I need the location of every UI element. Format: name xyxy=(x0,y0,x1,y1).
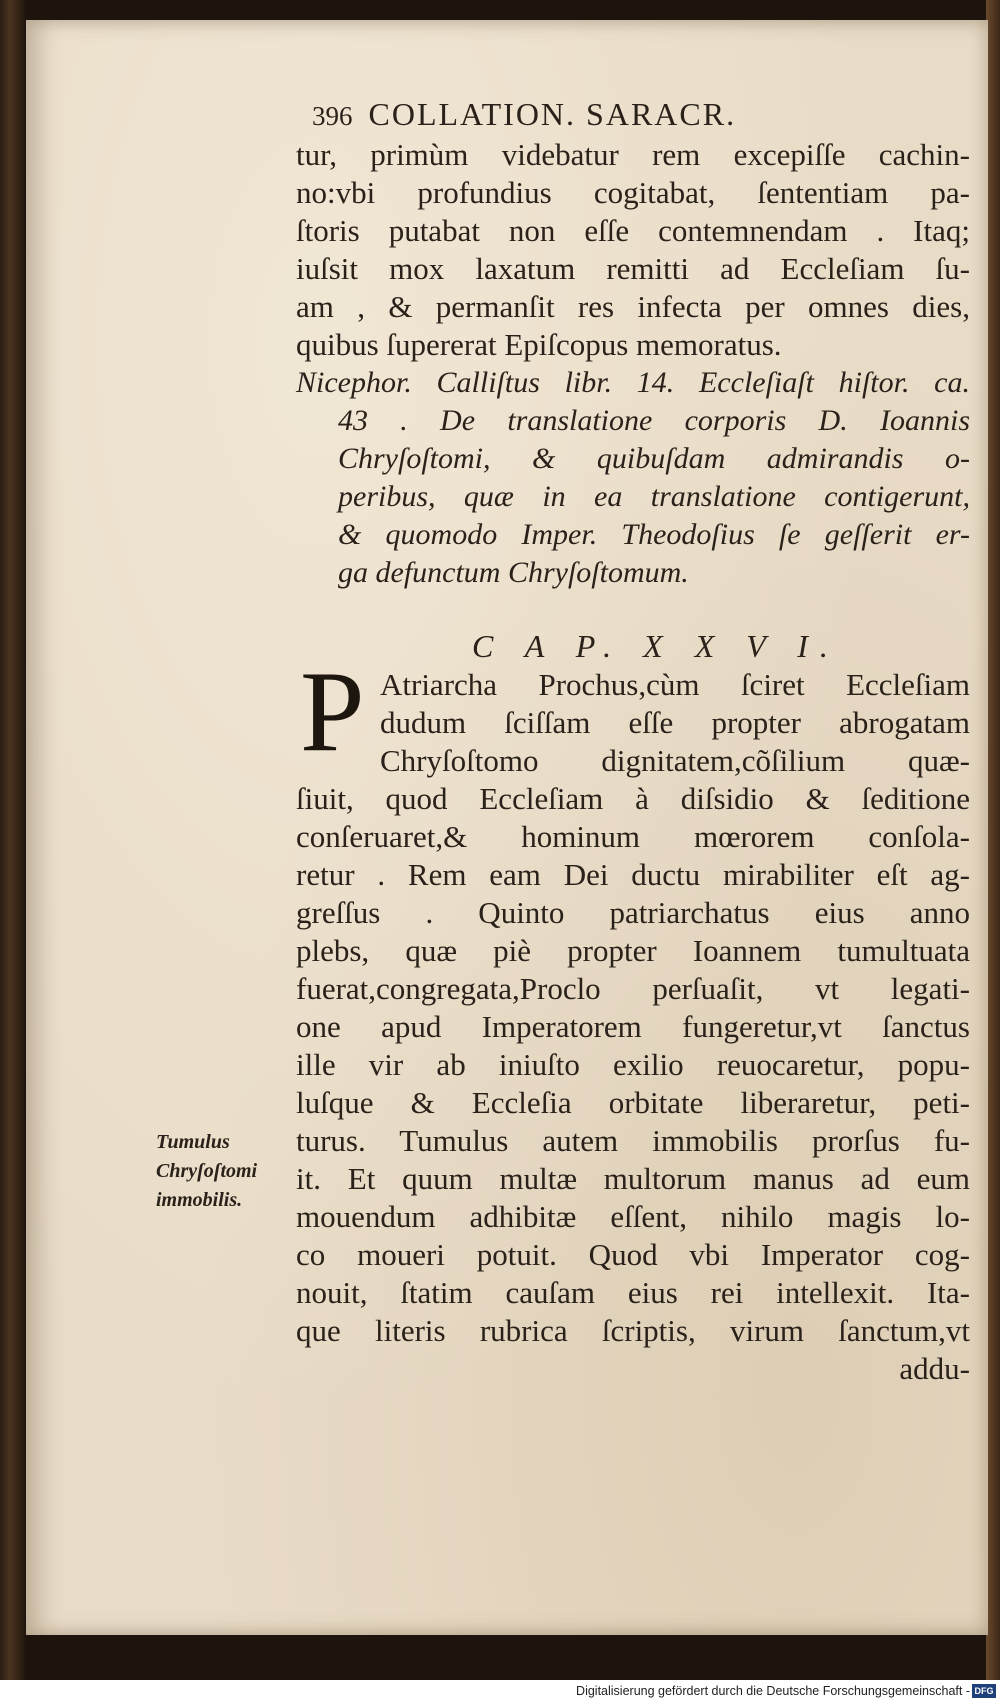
drop-cap: P xyxy=(300,648,365,776)
text-line: tur, primùm videbatur rem excepiſſe cachin- xyxy=(296,137,970,172)
text-line: turus. Tumulus autem immobilis prorſus fu- xyxy=(296,1123,970,1158)
catchword: addu- xyxy=(899,1351,970,1386)
text-line: conſeruaret,& hominum mœrorem conſola- xyxy=(296,819,970,854)
text-line: Atriarcha Prochus,cùm ſciret Eccleſiam xyxy=(380,667,970,702)
chapter-summary-line: & quomodo Imper. Theodoſius ſe geſſerit er- xyxy=(338,518,970,551)
text-line: luſque & Eccleſia orbitate liberaretur, peti- xyxy=(296,1085,970,1120)
text-line: fuerat,congregata,Proclo perſuaſit, vt legati- xyxy=(296,971,970,1006)
chapter-heading: C A P. X X V I. xyxy=(472,628,840,664)
marginal-note-line: immobilis. xyxy=(156,1189,243,1211)
marginal-note-line: Tumulus xyxy=(156,1131,230,1153)
dfg-logo: DFG xyxy=(972,1684,996,1698)
page-number: 396 xyxy=(312,101,353,131)
text-line: dudum ſciſſam eſſe propter abrogatam xyxy=(380,705,970,740)
text-line: greſſus . Quinto patriarchatus eius anno xyxy=(296,895,970,930)
chapter-summary-line: Nicephor. Calliſtus libr. 14. Eccleſiaſt hiſtor. ca. xyxy=(296,366,970,399)
text-line: ille vir ab iniuſto exilio reuocaretur, popu- xyxy=(296,1047,970,1082)
text-line: nouit, ſtatim cauſam eius rei intellexit. Ita- xyxy=(296,1275,970,1310)
text-line: am , & permanſit res infecta per omnes dies, xyxy=(296,289,970,324)
marginal-note-line: Chryſoſtomi xyxy=(156,1160,258,1182)
text-line: iuſsit mox laxatum remitti ad Eccleſiam ſu- xyxy=(296,251,970,286)
chapter-summary-line: Chryſoſtomi, & quibuſdam admirandis o- xyxy=(338,442,970,475)
text-line: co moueri potuit. Quod vbi Imperator cog- xyxy=(296,1237,970,1272)
text-line: one apud Imperatorem fungeretur,vt ſanctus xyxy=(296,1009,970,1044)
text-line: it. Et quum multæ multorum manus ad eum xyxy=(296,1161,970,1196)
text-line: ſtoris putabat non eſſe contemnendam . Itaq; xyxy=(296,213,970,248)
text-line: que literis rubrica ſcriptis, virum ſanctum,vt xyxy=(296,1313,970,1348)
text-line: Chryſoſtomo dignitatem,cõſilium quæ- xyxy=(380,743,970,778)
text-line: mouendum adhibitæ eſſent, nihilo magis lo- xyxy=(296,1199,970,1234)
running-head xyxy=(312,96,736,133)
running-title: COLLATION. SARACR. xyxy=(368,96,737,132)
funding-credit: Digitalisierung gefördert durch die Deutsche Forschungsgemeinschaft - xyxy=(576,1684,970,1698)
text-line: no:vbi profundius cogitabat, ſententiam pa- xyxy=(296,175,970,210)
text-line: retur . Rem eam Dei ductu mirabiliter eſt ag- xyxy=(296,857,970,892)
page-stack-edge xyxy=(986,0,1000,1680)
text-line: plebs, quæ piè propter Ioannem tumultuata xyxy=(296,933,970,968)
text-line: quibus ſupererat Epiſcopus memoratus. xyxy=(296,327,782,362)
text-line: ſiuit, quod Eccleſiam à diſsidio & ſeditione xyxy=(296,781,970,816)
chapter-summary-line: 43 . De translatione corporis D. Ioannis xyxy=(338,404,970,437)
chapter-summary-line: peribus, quæ in ea translatione contigerunt, xyxy=(338,480,970,513)
chapter-summary-line: ga defunctum Chryſoſtomum. xyxy=(338,556,689,589)
